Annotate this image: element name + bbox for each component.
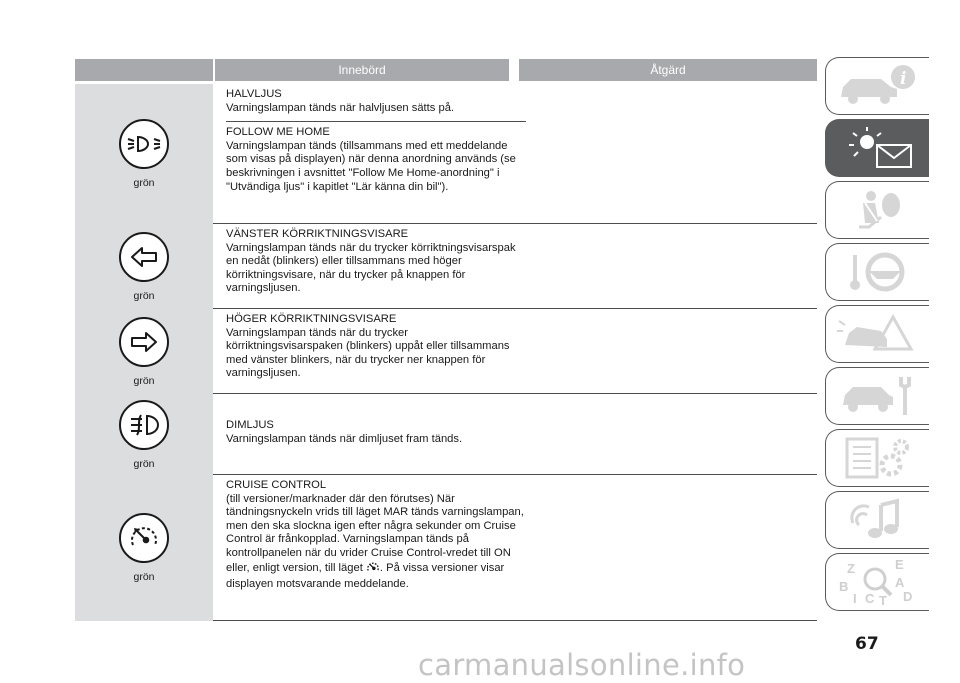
entry-title: CRUISE CONTROL <box>226 479 327 491</box>
entry-title: HÖGER KÖRRIKTNINGSVISARE <box>226 313 397 325</box>
index-letter: C <box>864 591 874 606</box>
lamp-color-label: grön <box>133 289 155 302</box>
entry-body: Varningslampan tänds när dimljuset fram tänds. <box>226 433 463 445</box>
tab-maintenance[interactable] <box>825 367 929 425</box>
text-cell <box>213 84 817 224</box>
entry-low-beam <box>226 84 526 121</box>
entry-title: VÄNSTER KÖRRIKTNINGSVISARE <box>226 228 409 240</box>
entry-left-indicator <box>226 224 526 302</box>
svg-text:i: i <box>899 69 906 89</box>
index-letter: D <box>902 589 912 604</box>
entry-title: DIMLJUS <box>226 419 274 432</box>
lamp-cell <box>75 309 213 394</box>
watermark: carmanualsonline.info <box>418 648 746 682</box>
warning-lights-table <box>75 59 817 621</box>
entry-body: Varningslampan tänds när du trycker körriktningsvisarspak en nedåt (blinkers) eller tillsammans med höger körriktningsvisare, när du trycker på knappen för varningsljusen. <box>226 241 516 295</box>
lamp-color-label: grön <box>133 177 155 189</box>
table-row <box>75 84 817 224</box>
fog-light-lamp-icon <box>119 400 169 450</box>
text-cell <box>213 475 817 621</box>
text-cell <box>213 224 817 309</box>
lamp-color-label: grön <box>133 457 155 470</box>
car-info-icon <box>835 63 921 109</box>
entry-body-tail: . På vissa versioner visar displayen motsvarande meddelande. <box>226 561 505 591</box>
right-arrow-lamp-icon <box>119 317 169 367</box>
cruise-control-inline-icon <box>366 561 380 579</box>
table-row <box>75 394 817 475</box>
music-note-icon <box>835 497 921 543</box>
text-cell <box>213 309 817 394</box>
table-row <box>75 309 817 394</box>
warning-lights-message-icon <box>835 125 921 171</box>
entry-right-indicator <box>226 309 526 387</box>
header-action: Åtgärd <box>519 59 817 81</box>
table-row <box>75 224 817 309</box>
tab-technical-data[interactable] <box>825 429 929 487</box>
tab-safety[interactable] <box>825 181 929 239</box>
left-arrow-lamp-icon <box>119 232 169 282</box>
entry-body: (till versioner/marknader där den förutses) När tändningsnyckeln vrids till läget MAR tänds varningslampan, men den ska slockna igen efter några sekunder om Cruise Control är frånkopplad. Varningslampan tänds på kontrollpanelen när du vrider Cruise Control-vredet till ON eller, enligt version, till läget <box>226 492 524 574</box>
lamp-cell <box>75 224 213 309</box>
entry-body: Varningslampan tänds (tillsammans med ett meddelande som visas på displayen) när denna anordning används (se beskrivningen i avsnittet "Follow Me Home-anordning" i "Utvändiga ljus" i kapitlet "Lär känna din bil"). <box>226 139 516 193</box>
chapter-tabs <box>825 57 929 615</box>
header-icon-col <box>75 59 213 81</box>
tab-starting-driving[interactable] <box>825 243 929 301</box>
entry-cruise-control <box>226 475 526 598</box>
tab-multimedia[interactable] <box>825 491 929 549</box>
entry-follow-me-home <box>226 121 526 200</box>
lamp-color-label: grön <box>133 374 155 387</box>
lamp-cell <box>75 394 213 475</box>
low-beam-lamp-icon <box>119 119 169 169</box>
cruise-control-lamp-icon <box>119 513 169 563</box>
index-letter: T <box>878 593 887 607</box>
index-letter: I <box>852 591 857 606</box>
lamp-cell <box>75 84 213 224</box>
table-row <box>75 475 817 621</box>
index-letter: B <box>838 579 848 594</box>
tab-car-info[interactable] <box>825 57 929 115</box>
lamp-cell <box>75 475 213 621</box>
table-header <box>75 59 817 81</box>
tab-emergency[interactable] <box>825 305 929 363</box>
index-letter: A <box>894 575 904 590</box>
car-wrench-icon <box>835 373 921 419</box>
header-meaning: Innebörd <box>215 59 509 81</box>
tab-index[interactable] <box>825 553 929 611</box>
car-crash-warning-icon <box>835 311 921 357</box>
entry-fog-lights <box>226 415 526 452</box>
entry-body: Varningslampan tänds när halvljusen sätts på. <box>226 101 455 114</box>
index-letter: E <box>894 557 904 572</box>
page-number: 67 <box>855 634 879 654</box>
index-letter: Z <box>846 561 855 576</box>
tab-warning-lights[interactable] <box>825 119 929 177</box>
text-cell <box>213 394 817 475</box>
index-magnifier-icon <box>835 557 921 607</box>
list-gear-icon <box>835 435 921 481</box>
entry-body: Varningslampan tänds när du trycker körriktningsvisarspaken (blinkers) uppåt eller tillsammans med vänster blinkers, när du trycker ner knappen för varningsljusen. <box>226 326 510 380</box>
entry-title: HALVLJUS <box>226 88 282 100</box>
lamp-color-label: grön <box>133 571 155 583</box>
seatbelt-airbag-icon <box>835 187 921 233</box>
key-steering-wheel-icon <box>835 249 921 295</box>
entry-title: FOLLOW ME HOME <box>226 126 330 139</box>
